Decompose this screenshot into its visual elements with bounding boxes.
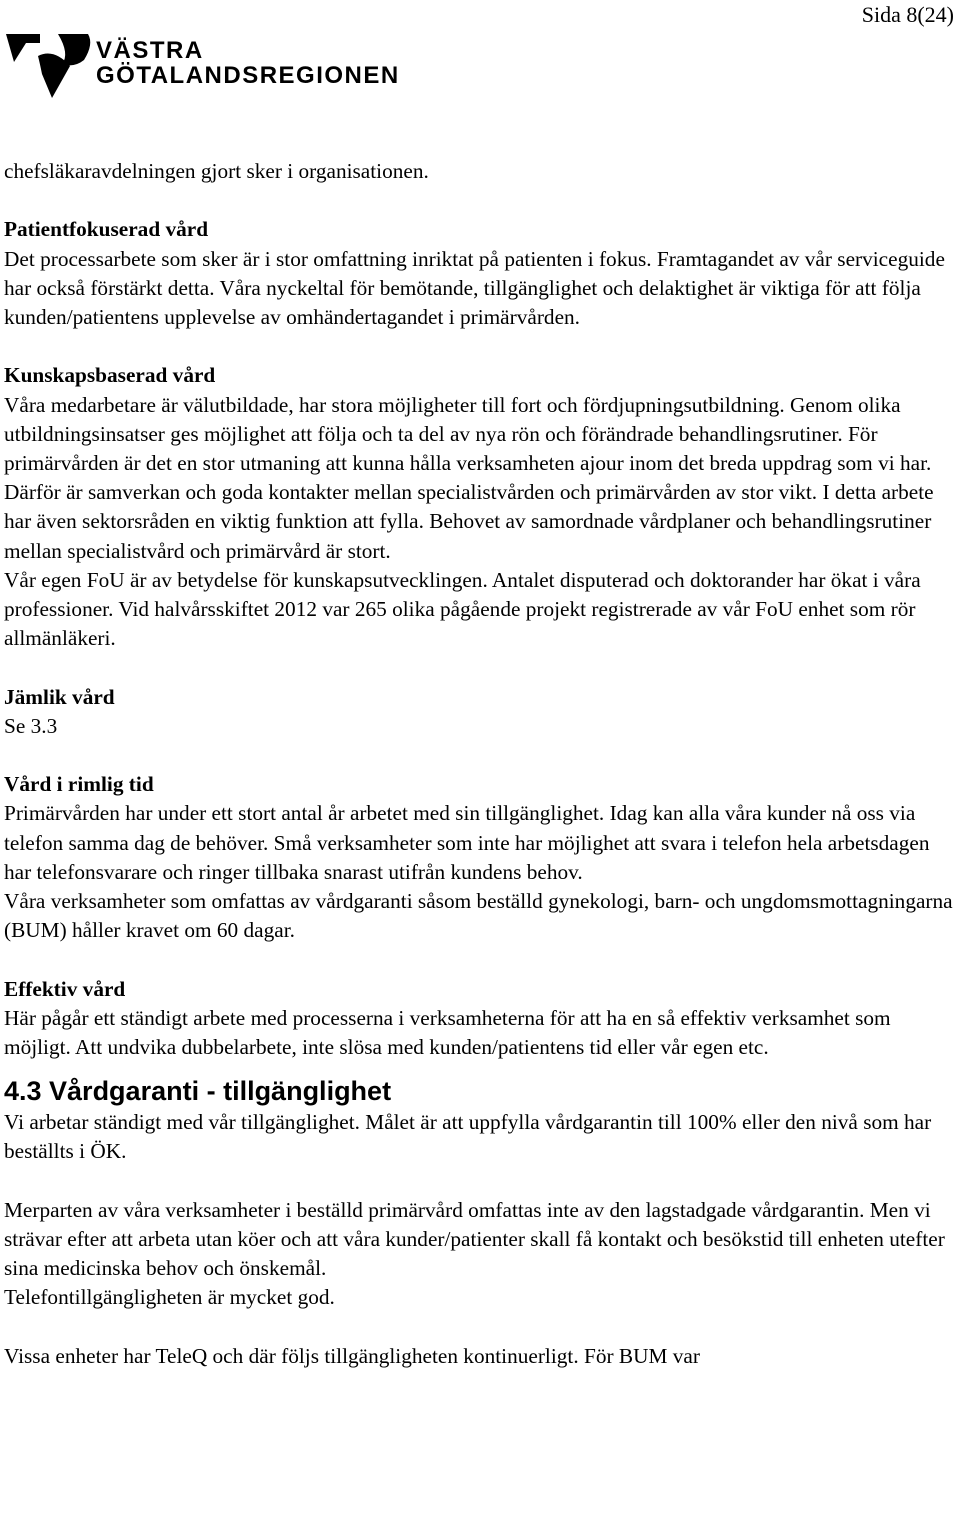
heading-kunskapsbaserad-vard: Kunskapsbaserad vård [4, 363, 216, 388]
paragraph-patientfokuserad: Det processarbete som sker är i stor omfattning inriktat på patienten i fokus. Framtagandet av vår serviceguide har också förstärkt detta. Våra nyckeltal för bemötande, tillgänglighet och delaktighet är viktiga för att följa kunden/patientens upplevelse av omhändertagandet i primärvården. [4, 246, 945, 329]
logo-text-line1: VÄSTRA [96, 37, 204, 64]
logo-emblem-icon [4, 26, 94, 106]
logo-text-line2: GÖTALANDSREGIONEN [96, 62, 400, 89]
document-body [4, 157, 954, 1371]
paragraph-kunskapsbaserad-1: Våra medarbetare är välutbildade, har stora möjligheter till fort och fördjupningsutbildning. Genom olika utbildningsinsatser ges möjlighet att följa och ta del av nya rön och förändrade behandlingsrutiner. För primärvården är det en stor utmaning att kunna hålla verksamheten ajour inom det breda uppdrag som vi har. Därför är samverkan och goda kontakter mellan specialistvården och primärvården av stor vikt. I detta arbete har även sektorsråden en viktig funktion att fylla. Behovet av samordnade vårdplaner och behandlingsrutiner mellan specialistvård och primärvård är stort. [4, 392, 934, 563]
paragraph-vardgaranti-3: Telefontillgängligheten är mycket god. [4, 1285, 335, 1310]
page-number: Sida 8(24) [861, 2, 954, 27]
heading-vard-i-rimlig-tid: Vård i rimlig tid [4, 772, 154, 797]
section-heading-vardgaranti: 4.3 Vårdgaranti - tillgänglighet [4, 1076, 392, 1107]
paragraph-rimlig-tid-2: Våra verksamheter som omfattas av vårdgaranti såsom beställd gynekologi, barn- och ungdomsmottagningarna (BUM) håller kravet om 60 dagar. [4, 889, 953, 943]
paragraph-jamlik-vard: Se 3.3 [4, 713, 58, 738]
heading-patientfokuserad-vard: Patientfokuserad vård [4, 217, 209, 242]
heading-effektiv-vard: Effektiv vård [4, 976, 126, 1001]
paragraph-rimlig-tid-1: Primärvården har under ett stort antal år arbetet med sin tillgänglighet. Idag kan alla våra kunder nå oss via telefon samma dag de behöver. Små verksamheter som inte har möjlighet att svara i telefon hela arbetsdagen har telefonsvarare och ringer tillbaka snarast utifrån kundens behov. [4, 801, 930, 884]
paragraph-vardgaranti-1: Vi arbetar ständigt med vår tillgänglighet. Målet är att uppfylla vårdgarantin till 100% eller den nivå som har beställts i ÖK. [4, 1110, 932, 1164]
paragraph-kunskapsbaserad-2: Vår egen FoU är av betydelse för kunskapsutvecklingen. Antalet disputerad och doktorander har ökat i våra professioner. Vid halvårsskiftet 2012 var 265 olika pågående projekt registrerade av vår FoU enhet som rör allmänläkeri. [4, 567, 921, 651]
paragraph-vardgaranti-2: Merparten av våra verksamheter i beställd primärvård omfattas inte av den lagstadgade vårdgarantin. Men vi strävar efter att arbeta utan köer och att våra kunder/patienter skall få kontakt och besökstid till enheten utefter sina medicinska behov och önskemål. [4, 1197, 945, 1281]
intro-paragraph: chefsläkaravdelningen gjort sker i organisationen. [4, 159, 429, 183]
paragraph-vardgaranti-4: Vissa enheter har TeleQ och där följs tillgängligheten kontinuerligt. För BUM var [4, 1343, 700, 1368]
paragraph-effektiv-vard: Här pågår ett ständigt arbete med processerna i verksamheterna för att ha en så effektiv verksamhet som möjligt. Att undvika dubbelarbete, inte slösa med kunden/patientens tid eller vår egen etc. [4, 1005, 891, 1060]
heading-jamlik-vard: Jämlik vård [4, 684, 115, 709]
organization-logo [4, 26, 400, 106]
